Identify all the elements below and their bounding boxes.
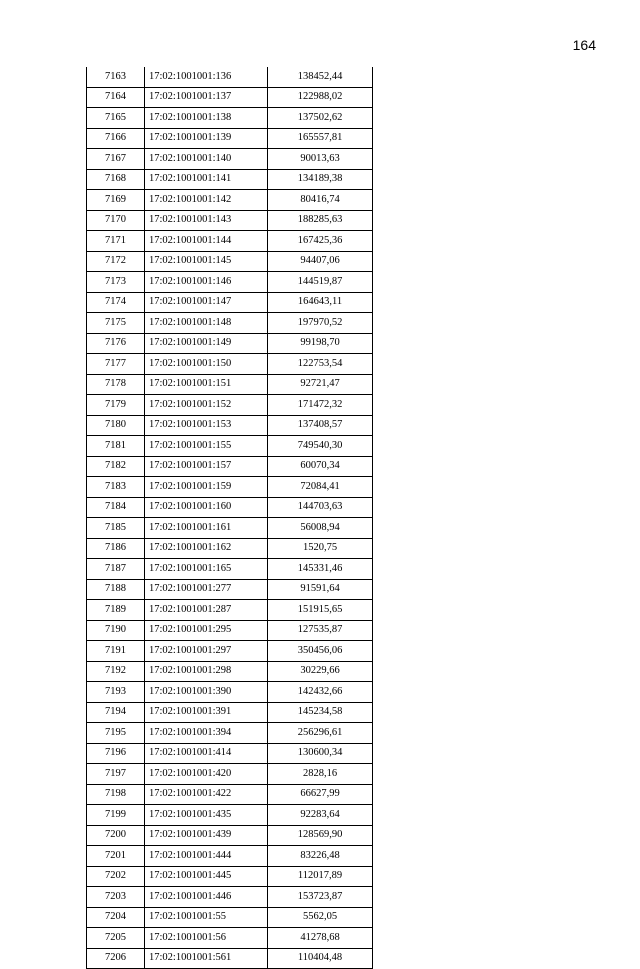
cadastral-number-cell: 17:02:1001001:155 (145, 436, 268, 457)
cadastral-number-cell: 17:02:1001001:157 (145, 456, 268, 477)
table-row (87, 292, 373, 313)
table-row (87, 354, 373, 375)
table-row (87, 538, 373, 559)
table-row (87, 477, 373, 498)
cadastral-value-cell: 256296,61 (268, 723, 373, 744)
table-row (87, 456, 373, 477)
cadastral-value-cell: 127535,87 (268, 620, 373, 641)
table-row (87, 497, 373, 518)
cadastral-number-cell: 17:02:1001001:162 (145, 538, 268, 559)
row-number-cell: 7169 (87, 190, 145, 211)
cadastral-value-cell: 83226,48 (268, 846, 373, 867)
cadastral-number-cell: 17:02:1001001:55 (145, 907, 268, 928)
cadastral-value-cell: 128569,90 (268, 825, 373, 846)
cadastral-value-cell: 164643,11 (268, 292, 373, 313)
cadastral-number-cell: 17:02:1001001:148 (145, 313, 268, 334)
row-number-cell: 7191 (87, 641, 145, 662)
cadastral-value-cell: 2828,16 (268, 764, 373, 785)
cadastral-number-cell: 17:02:1001001:422 (145, 784, 268, 805)
row-number-cell: 7179 (87, 395, 145, 416)
cadastral-value-cell: 151915,65 (268, 600, 373, 621)
row-number-cell: 7196 (87, 743, 145, 764)
table-row (87, 210, 373, 231)
table-row (87, 87, 373, 108)
row-number-cell: 7177 (87, 354, 145, 375)
cadastral-number-cell: 17:02:1001001:295 (145, 620, 268, 641)
table-row (87, 825, 373, 846)
cadastral-number-cell: 17:02:1001001:445 (145, 866, 268, 887)
row-number-cell: 7172 (87, 251, 145, 272)
table-row (87, 846, 373, 867)
cadastral-number-cell: 17:02:1001001:152 (145, 395, 268, 416)
table-row (87, 415, 373, 436)
row-number-cell: 7166 (87, 128, 145, 149)
table-row (87, 723, 373, 744)
row-number-cell: 7205 (87, 928, 145, 949)
cadastral-value-cell: 122753,54 (268, 354, 373, 375)
cadastral-value-cell: 122988,02 (268, 87, 373, 108)
row-number-cell: 7175 (87, 313, 145, 334)
cadastral-value-cell: 90013,63 (268, 149, 373, 170)
row-number-cell: 7183 (87, 477, 145, 498)
cadastral-number-cell: 17:02:1001001:165 (145, 559, 268, 580)
table-row (87, 251, 373, 272)
row-number-cell: 7203 (87, 887, 145, 908)
cadastral-value-cell: 749540,30 (268, 436, 373, 457)
table-row (87, 784, 373, 805)
cadastral-number-cell: 17:02:1001001:142 (145, 190, 268, 211)
row-number-cell: 7206 (87, 948, 145, 969)
cadastral-value-cell: 138452,44 (268, 67, 373, 87)
cadastral-number-cell: 17:02:1001001:439 (145, 825, 268, 846)
cadastre-value-table (86, 67, 373, 969)
cadastral-value-cell: 66627,99 (268, 784, 373, 805)
row-number-cell: 7164 (87, 87, 145, 108)
cadastral-number-cell: 17:02:1001001:297 (145, 641, 268, 662)
cadastral-value-cell: 137502,62 (268, 108, 373, 129)
cadastral-number-cell: 17:02:1001001:145 (145, 251, 268, 272)
row-number-cell: 7199 (87, 805, 145, 826)
row-number-cell: 7178 (87, 374, 145, 395)
cadastral-number-cell: 17:02:1001001:390 (145, 682, 268, 703)
cadastral-number-cell: 17:02:1001001:147 (145, 292, 268, 313)
table-row (87, 333, 373, 354)
row-number-cell: 7198 (87, 784, 145, 805)
cadastral-value-cell: 110404,48 (268, 948, 373, 969)
row-number-cell: 7167 (87, 149, 145, 170)
table-row (87, 313, 373, 334)
cadastral-number-cell: 17:02:1001001:139 (145, 128, 268, 149)
table-row (87, 743, 373, 764)
cadastral-number-cell: 17:02:1001001:444 (145, 846, 268, 867)
cadastral-value-cell: 94407,06 (268, 251, 373, 272)
table-row (87, 231, 373, 252)
cadastral-value-cell: 144703,63 (268, 497, 373, 518)
cadastral-value-cell: 30229,66 (268, 661, 373, 682)
cadastral-value-cell: 145234,58 (268, 702, 373, 723)
row-number-cell: 7200 (87, 825, 145, 846)
row-number-cell: 7168 (87, 169, 145, 190)
row-number-cell: 7202 (87, 866, 145, 887)
table-row (87, 518, 373, 539)
row-number-cell: 7189 (87, 600, 145, 621)
row-number-cell: 7163 (87, 67, 145, 87)
row-number-cell: 7204 (87, 907, 145, 928)
cadastral-number-cell: 17:02:1001001:159 (145, 477, 268, 498)
cadastral-number-cell: 17:02:1001001:143 (145, 210, 268, 231)
row-number-cell: 7186 (87, 538, 145, 559)
cadastral-number-cell: 17:02:1001001:414 (145, 743, 268, 764)
cadastral-number-cell: 17:02:1001001:137 (145, 87, 268, 108)
table-row (87, 866, 373, 887)
table-row (87, 374, 373, 395)
row-number-cell: 7197 (87, 764, 145, 785)
row-number-cell: 7185 (87, 518, 145, 539)
cadastral-number-cell: 17:02:1001001:136 (145, 67, 268, 87)
cadastral-number-cell: 17:02:1001001:140 (145, 149, 268, 170)
cadastral-number-cell: 17:02:1001001:149 (145, 333, 268, 354)
row-number-cell: 7195 (87, 723, 145, 744)
cadastral-value-cell: 80416,74 (268, 190, 373, 211)
cadastral-number-cell: 17:02:1001001:56 (145, 928, 268, 949)
cadastral-value-cell: 144519,87 (268, 272, 373, 293)
cadastral-number-cell: 17:02:1001001:146 (145, 272, 268, 293)
table-row (87, 682, 373, 703)
row-number-cell: 7171 (87, 231, 145, 252)
cadastral-value-cell: 41278,68 (268, 928, 373, 949)
cadastral-value-cell: 5562,05 (268, 907, 373, 928)
row-number-cell: 7192 (87, 661, 145, 682)
cadastral-value-cell: 167425,36 (268, 231, 373, 252)
table-row (87, 907, 373, 928)
cadastral-number-cell: 17:02:1001001:161 (145, 518, 268, 539)
cadastral-number-cell: 17:02:1001001:151 (145, 374, 268, 395)
table-row (87, 67, 373, 87)
table-row (87, 948, 373, 969)
cadastral-number-cell: 17:02:1001001:298 (145, 661, 268, 682)
cadastral-value-cell: 92721,47 (268, 374, 373, 395)
cadastral-value-cell: 188285,63 (268, 210, 373, 231)
row-number-cell: 7180 (87, 415, 145, 436)
cadastral-value-cell: 1520,75 (268, 538, 373, 559)
cadastral-value-cell: 197970,52 (268, 313, 373, 334)
table-row (87, 641, 373, 662)
cadastral-number-cell: 17:02:1001001:153 (145, 415, 268, 436)
table-row (87, 169, 373, 190)
table-row (87, 928, 373, 949)
table-row (87, 108, 373, 129)
cadastral-value-cell: 137408,57 (268, 415, 373, 436)
table-row (87, 436, 373, 457)
row-number-cell: 7201 (87, 846, 145, 867)
row-number-cell: 7193 (87, 682, 145, 703)
cadastral-number-cell: 17:02:1001001:391 (145, 702, 268, 723)
cadastral-value-cell: 60070,34 (268, 456, 373, 477)
row-number-cell: 7187 (87, 559, 145, 580)
cadastral-number-cell: 17:02:1001001:420 (145, 764, 268, 785)
cadastral-value-cell: 350456,06 (268, 641, 373, 662)
row-number-cell: 7194 (87, 702, 145, 723)
table-row (87, 620, 373, 641)
row-number-cell: 7184 (87, 497, 145, 518)
cadastral-number-cell: 17:02:1001001:141 (145, 169, 268, 190)
cadastral-number-cell: 17:02:1001001:287 (145, 600, 268, 621)
cadastral-number-cell: 17:02:1001001:150 (145, 354, 268, 375)
cadastral-value-cell: 72084,41 (268, 477, 373, 498)
cadastral-value-cell: 153723,87 (268, 887, 373, 908)
row-number-cell: 7170 (87, 210, 145, 231)
table-row (87, 149, 373, 170)
table-row (87, 764, 373, 785)
table-row (87, 190, 373, 211)
cadastral-number-cell: 17:02:1001001:138 (145, 108, 268, 129)
cadastral-value-cell: 130600,34 (268, 743, 373, 764)
table-row (87, 272, 373, 293)
table-row (87, 805, 373, 826)
cadastral-number-cell: 17:02:1001001:435 (145, 805, 268, 826)
page-number: 164 (572, 37, 596, 53)
row-number-cell: 7188 (87, 579, 145, 600)
table-row (87, 702, 373, 723)
row-number-cell: 7165 (87, 108, 145, 129)
cadastral-number-cell: 17:02:1001001:160 (145, 497, 268, 518)
table-row (87, 579, 373, 600)
table-row (87, 128, 373, 149)
row-number-cell: 7181 (87, 436, 145, 457)
cadastral-number-cell: 17:02:1001001:561 (145, 948, 268, 969)
row-number-cell: 7173 (87, 272, 145, 293)
table-row (87, 395, 373, 416)
cadastral-number-cell: 17:02:1001001:394 (145, 723, 268, 744)
cadastral-value-cell: 165557,81 (268, 128, 373, 149)
cadastral-value-cell: 91591,64 (268, 579, 373, 600)
cadastral-value-cell: 145331,46 (268, 559, 373, 580)
cadastral-value-cell: 171472,32 (268, 395, 373, 416)
cadastral-number-cell: 17:02:1001001:277 (145, 579, 268, 600)
row-number-cell: 7190 (87, 620, 145, 641)
row-number-cell: 7176 (87, 333, 145, 354)
cadastral-value-cell: 112017,89 (268, 866, 373, 887)
row-number-cell: 7182 (87, 456, 145, 477)
cadastral-value-cell: 92283,64 (268, 805, 373, 826)
cadastral-number-cell: 17:02:1001001:446 (145, 887, 268, 908)
cadastral-value-cell: 99198,70 (268, 333, 373, 354)
table-row (87, 661, 373, 682)
table-body (87, 67, 373, 969)
cadastral-number-cell: 17:02:1001001:144 (145, 231, 268, 252)
cadastral-value-cell: 134189,38 (268, 169, 373, 190)
row-number-cell: 7174 (87, 292, 145, 313)
cadastral-value-cell: 56008,94 (268, 518, 373, 539)
table-row (87, 600, 373, 621)
cadastral-value-cell: 142432,66 (268, 682, 373, 703)
table-row (87, 559, 373, 580)
